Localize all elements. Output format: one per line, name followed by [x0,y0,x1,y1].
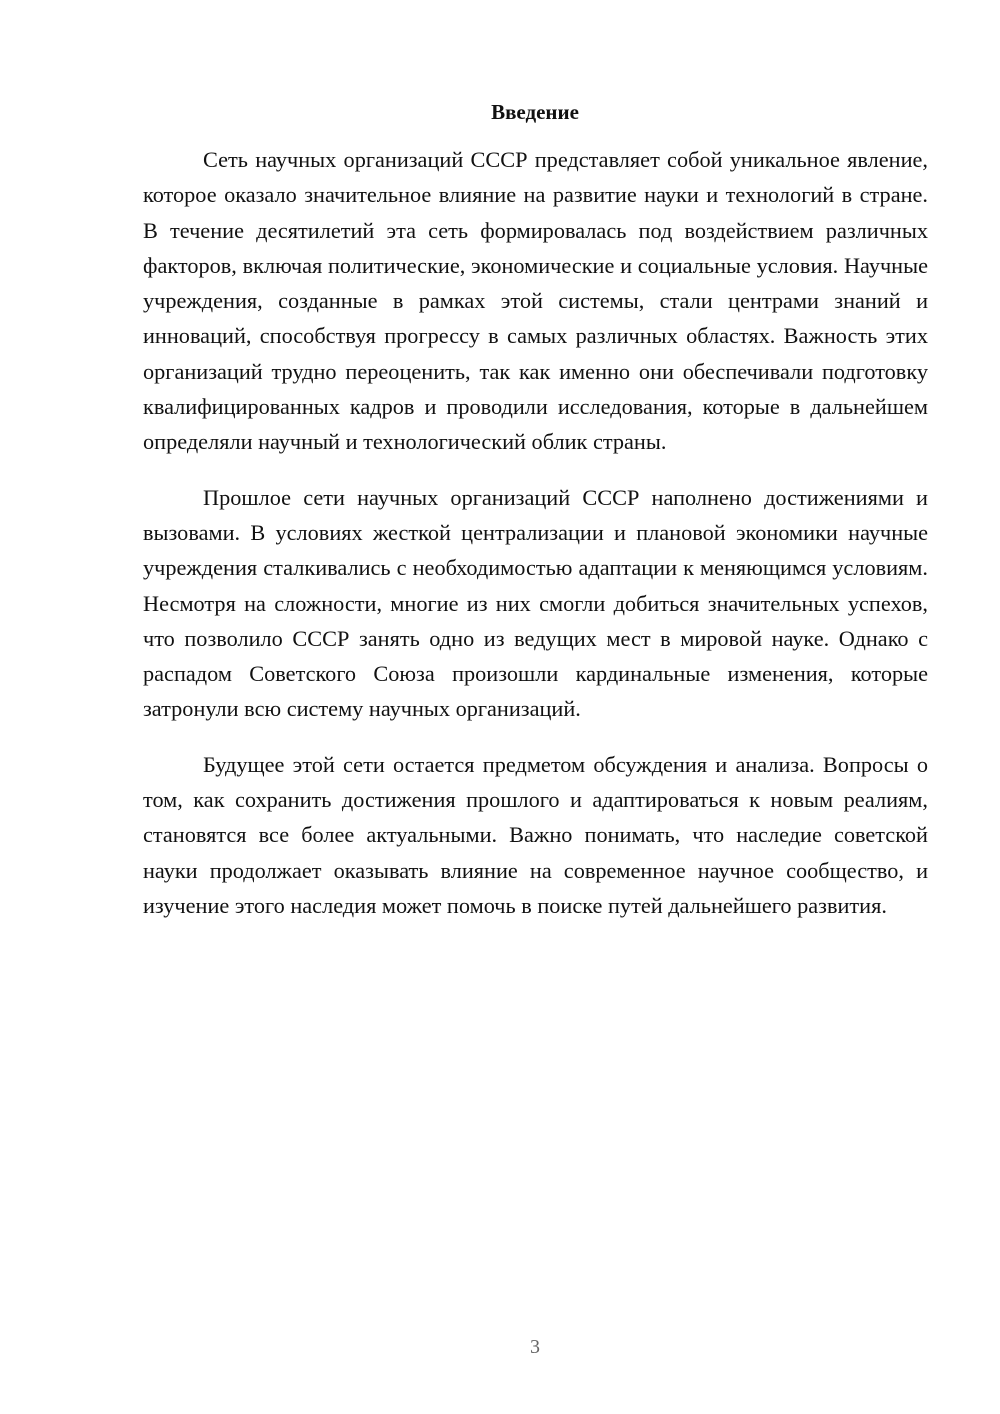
body-text [143,142,928,943]
paragraph-3: Будущее этой сети остается предметом обсуждения и анализа. Вопросы о том, как сохранить достижения прошлого и адаптироваться к новым реалиям, становятся все более актуальными. Важно понимать, что наследие советской науки продолжает оказывать влияние на современное научное сообщество, и изучение этого наследия может помочь в поиске путей дальнейшего развития. [143,751,928,918]
paragraph-2: Прошлое сети научных организаций СССР наполнено достижениями и вызовами. В условиях жесткой централизации и плановой экономики научные учреждения сталкивались с необходимостью адаптации к меняющимся условиям. Несмотря на сложности, многие из них смогли добиться значительных успехов, что позволило СССР занять одно из ведущих мест в мировой науке. Однако с распадом Советского Союза произошли кардинальные изменения, которые затронули всю систему научных организаций. [143,484,928,722]
section-heading: Введение [491,100,579,124]
page-number: 3 [530,1336,540,1358]
paragraph-1: Сеть научных организаций СССР представляет собой уникальное явление, которое оказало значительное влияние на развитие науки и технологий в стране. В течение десятилетий эта сеть формировалась под воздействием различных факторов, включая политические, экономические и социальные условия. Научные учреждения, созданные в рамках этой системы, стали центрами знаний и инноваций, способствуя прогрессу в самых различных областях. Важность этих организаций трудно переоценить, так как именно они обеспечивали подготовку квалифицированных кадров и проводили исследования, которые в дальнейшем определяли научный и технологический облик страны. [143,147,928,455]
